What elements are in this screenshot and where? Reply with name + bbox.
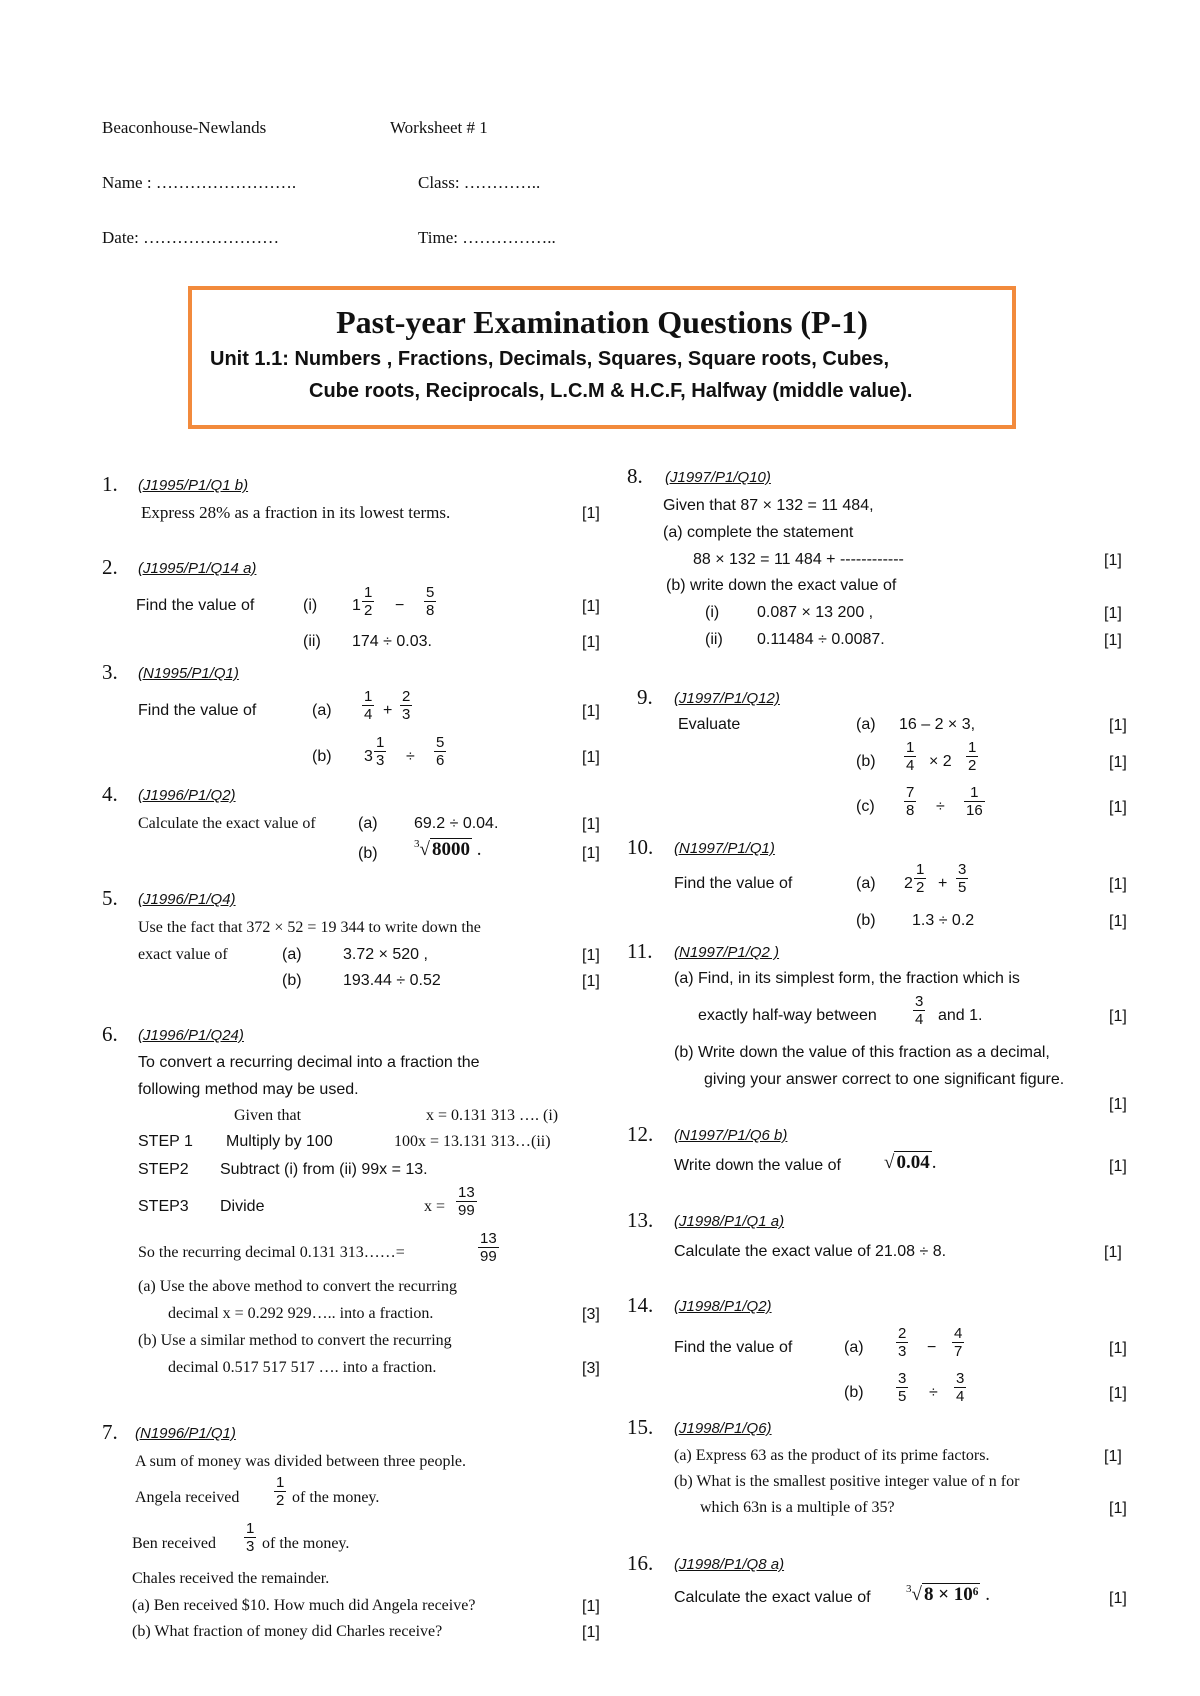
mark-allocation: [3]	[582, 1306, 600, 1323]
part-label: (b)	[856, 753, 876, 770]
mark-allocation: [1]	[582, 749, 600, 766]
question-reference: (J1996/P1/Q24)	[138, 1027, 244, 1044]
question-text: Given that 87 × 132 = 11 484,	[663, 497, 874, 514]
mark-allocation: [1]	[582, 703, 600, 720]
fraction: $\frac{13}{99}$	[480, 1230, 497, 1265]
mark-allocation: [1]	[1104, 632, 1122, 649]
operator: × 2	[929, 753, 952, 770]
question-lead: Find the value of	[674, 1339, 793, 1356]
question-number: 15.	[627, 1415, 654, 1439]
part-b-text: decimal 0.517 517 517 …. into a fraction.	[168, 1359, 437, 1376]
question-text: Angela received	[135, 1489, 240, 1506]
question-reference: (J1998/P1/Q8 a)	[674, 1556, 785, 1573]
part-a-text: decimal x = 0.292 929….. into a fraction.	[168, 1305, 434, 1322]
fraction: $\frac{1}{3}$	[376, 734, 385, 769]
mark-allocation: [1]	[1109, 1008, 1127, 1025]
operator: +	[938, 875, 948, 892]
worksheet-number: Worksheet # 1	[390, 118, 488, 137]
question-reference: (J1998/P1/Q6)	[674, 1420, 772, 1437]
operator: +	[383, 702, 393, 719]
fraction: $\frac{13}{99}$	[458, 1184, 475, 1219]
mark-allocation: [1]	[1109, 1096, 1127, 1113]
mark-allocation: [1]	[1104, 1448, 1122, 1465]
question-text: Use the fact that 372 × 52 = 19 344 to write down the	[138, 919, 481, 936]
question-reference: (J1995/P1/Q14 a)	[138, 560, 257, 577]
question-number: 4.	[102, 782, 118, 806]
step-text: Divide	[220, 1198, 265, 1215]
part-label: (a)	[358, 815, 378, 832]
unit-subtitle-line-2: Cube roots, Reciprocals, L.C.M & H.C.F, Halfway (middle value).	[309, 380, 913, 402]
fraction: $\frac{1}{4}$	[906, 739, 915, 774]
operator: ÷	[406, 748, 415, 765]
part-b-text: (b) Use a similar method to convert the recurring	[138, 1332, 452, 1349]
part-label: (b)	[312, 748, 332, 765]
question-text: 88 × 132 = 11 484 + ------------	[693, 551, 904, 568]
expression: 174 ÷ 0.03.	[352, 633, 432, 650]
part-label: (i)	[303, 597, 318, 614]
expression: 16 – 2 × 3,	[899, 716, 976, 733]
fraction: $\frac{1}{16}$	[966, 784, 983, 819]
fraction: $\frac{2}{3}$	[898, 1325, 907, 1360]
expression: 3.72 × 520 ,	[343, 946, 428, 963]
part-label: (c)	[856, 798, 875, 815]
question-lead: Calculate the exact value of	[138, 815, 316, 832]
question-reference: (J1997/P1/Q10)	[665, 469, 771, 486]
part-label: (ii)	[705, 631, 723, 648]
question-text: following method may be used.	[138, 1081, 359, 1098]
question-reference: (N1997/P1/Q6 b)	[674, 1127, 788, 1144]
question-text: Chales received the remainder.	[132, 1570, 330, 1587]
mixed-whole: 1	[352, 597, 361, 614]
part-label: (b)	[358, 845, 378, 862]
mark-allocation: [1]	[582, 505, 600, 522]
question-reference: (J1997/P1/Q12)	[674, 690, 780, 707]
question-number: 10.	[627, 835, 654, 859]
part-b-text: (b) Write down the value of this fraction as a decimal,	[674, 1044, 1050, 1061]
page-title: Past-year Examination Questions (P-1)	[336, 304, 868, 340]
part-b-text: giving your answer correct to one significant figure.	[704, 1071, 1065, 1088]
question-number: 8.	[627, 464, 643, 488]
fraction: $\frac{5}{6}$	[436, 734, 445, 769]
step-label: STEP3	[138, 1198, 189, 1215]
mark-allocation: [1]	[582, 845, 600, 862]
name-field[interactable]: Name : …………………….	[102, 173, 297, 192]
square-root-expression: √ 0.04 .	[884, 1152, 937, 1173]
mark-allocation: [1]	[582, 816, 600, 833]
part-label: (ii)	[303, 633, 321, 650]
question-text: To convert a recurring decimal into a fraction the	[138, 1054, 480, 1071]
question-number: 13.	[627, 1208, 654, 1232]
expression: 69.2 ÷ 0.04.	[414, 815, 499, 832]
question-text: of the money.	[292, 1489, 380, 1506]
part-label: (b)	[844, 1384, 864, 1401]
part-label: (b)	[282, 972, 302, 989]
question-text: Express 28% as a fraction in its lowest terms.	[141, 503, 451, 522]
question-reference: (N1997/P1/Q2 )	[674, 944, 780, 961]
time-field[interactable]: Time: ……………..	[418, 228, 556, 247]
mark-allocation: [1]	[1104, 552, 1122, 569]
question-text: Calculate the exact value of 21.08 ÷ 8.	[674, 1243, 947, 1260]
question-lead: Find the value of	[138, 702, 257, 719]
question-number: 5.	[102, 886, 118, 910]
mark-allocation: [1]	[1109, 799, 1127, 816]
fraction: $\frac{3}{5}$	[958, 861, 967, 896]
fraction: $\frac{1}{2}$	[276, 1474, 285, 1509]
operator: −	[395, 597, 405, 614]
mark-allocation: [1]	[1104, 605, 1122, 622]
part-label: (a)	[312, 702, 332, 719]
part-label: (b)	[856, 912, 876, 929]
cube-root-expression: $^3$√ 8000 .	[414, 838, 482, 860]
mark-allocation: [1]	[1109, 1590, 1127, 1607]
mark-allocation: [1]	[1109, 1500, 1127, 1517]
question-reference: (J1998/P1/Q2)	[674, 1298, 772, 1315]
question-reference: (J1998/P1/Q1 a)	[674, 1213, 785, 1230]
question-text: Ben received	[132, 1535, 216, 1552]
step-text: Subtract (i) from (ii) 99x = 13.	[220, 1161, 428, 1178]
operator: ÷	[936, 798, 945, 815]
fraction: $\frac{1}{3}$	[246, 1520, 255, 1555]
question-number: 3.	[102, 660, 118, 684]
part-label: (a)	[856, 716, 876, 733]
fraction: $\frac{2}{3}$	[402, 688, 411, 723]
mark-allocation: [3]	[582, 1360, 600, 1377]
mark-allocation: [1]	[1109, 913, 1127, 930]
fraction: $\frac{1}{2}$	[916, 861, 925, 896]
date-field[interactable]: Date: ……………………	[102, 228, 280, 247]
part-a-text: exactly half-way between	[698, 1007, 877, 1024]
mark-allocation: [1]	[1104, 1244, 1122, 1261]
part-label: (i)	[705, 604, 720, 621]
fraction: $\frac{1}{2}$	[364, 584, 373, 619]
mark-allocation: [1]	[582, 1624, 600, 1641]
part-b-text: which 63n is a multiple of 35?	[700, 1499, 895, 1516]
class-field[interactable]: Class: …………..	[418, 173, 541, 192]
question-text: exact value of	[138, 946, 228, 963]
step-equation: x =	[424, 1198, 446, 1215]
part-a-text: (a) Use the above method to convert the recurring	[138, 1278, 457, 1295]
operator: −	[927, 1339, 937, 1356]
fraction: $\frac{1}{2}$	[968, 739, 977, 774]
part-a-text: (a) Find, in its simplest form, the fraction which is	[674, 970, 1020, 987]
question-reference: (N1996/P1/Q1)	[135, 1425, 236, 1442]
part-b-text: (b) What is the smallest positive integer value of n for	[674, 1473, 1020, 1490]
question-lead: Find the value of	[136, 597, 255, 614]
fraction: $\frac{5}{8}$	[426, 584, 435, 619]
given-equation: x = 0.131 313 …. (i)	[426, 1107, 559, 1124]
mark-allocation: [1]	[1109, 717, 1127, 734]
question-number: 6.	[102, 1022, 118, 1046]
fraction: $\frac{4}{7}$	[954, 1325, 963, 1360]
mixed-whole: 2	[904, 875, 913, 892]
mark-allocation: [1]	[582, 947, 600, 964]
fraction: $\frac{3}{5}$	[898, 1370, 907, 1405]
mark-allocation: [1]	[1109, 876, 1127, 893]
step-equation: 100x = 13.131 313…(ii)	[394, 1133, 551, 1150]
question-lead: Evaluate	[678, 716, 741, 733]
part-b-text: (b) What fraction of money did Charles receive?	[132, 1623, 443, 1640]
part-a-text: and 1.	[938, 1007, 983, 1024]
question-lead: Find the value of	[674, 875, 793, 892]
mark-allocation: [1]	[1109, 1385, 1127, 1402]
fraction: $\frac{3}{4}$	[956, 1370, 965, 1405]
fraction: $\frac{7}{8}$	[906, 784, 915, 819]
school-name: Beaconhouse-Newlands	[102, 118, 267, 137]
expression: 1.3 ÷ 0.2	[912, 912, 975, 929]
question-reference: (J1995/P1/Q1 b)	[138, 477, 249, 494]
part-label: (a)	[844, 1339, 864, 1356]
part-label: (a)	[856, 875, 876, 892]
question-text: (b) write down the exact value of	[666, 577, 897, 594]
given-label: Given that	[234, 1107, 302, 1124]
question-text: A sum of money was divided between three people.	[135, 1453, 467, 1470]
question-reference: (N1995/P1/Q1)	[138, 665, 239, 682]
expression: 0.087 × 13 200 ,	[757, 604, 874, 621]
question-number: 12.	[627, 1122, 654, 1146]
question-number: 11.	[627, 939, 653, 963]
expression: 193.44 ÷ 0.52	[343, 972, 441, 989]
unit-subtitle-line-1: Unit 1.1: Numbers , Fractions, Decimals, Squares, Square roots, Cubes,	[210, 348, 890, 370]
step-label: STEP 1	[138, 1133, 193, 1150]
mark-allocation: [1]	[582, 598, 600, 615]
question-number: 2.	[102, 555, 118, 579]
part-a-text: (a) Express 63 as the product of its prime factors.	[674, 1447, 990, 1464]
question-text: of the money.	[262, 1535, 350, 1552]
question-number: 14.	[627, 1293, 654, 1317]
mixed-whole: 3	[364, 748, 373, 765]
mark-allocation: [1]	[582, 973, 600, 990]
question-number: 7.	[102, 1420, 118, 1444]
fraction: $\frac{1}{4}$	[364, 688, 373, 723]
question-reference: (J1996/P1/Q2)	[138, 787, 236, 804]
mark-allocation: [1]	[1109, 754, 1127, 771]
operator: ÷	[929, 1384, 938, 1401]
mark-allocation: [1]	[1109, 1158, 1127, 1175]
step-text: Multiply by 100	[226, 1133, 333, 1150]
cube-root-expression: $^3$√ 8 × 10⁶ .	[906, 1583, 990, 1605]
question-lead: Write down the value of	[674, 1157, 841, 1174]
fraction: $\frac{3}{4}$	[915, 993, 924, 1028]
mark-allocation: [1]	[582, 1598, 600, 1615]
title-box	[188, 286, 1016, 429]
question-number: 16.	[627, 1551, 654, 1575]
question-reference: (J1996/P1/Q4)	[138, 891, 236, 908]
conclusion-text: So the recurring decimal 0.131 313……=	[138, 1244, 405, 1261]
question-reference: (N1997/P1/Q1)	[674, 840, 775, 857]
mark-allocation: [1]	[1109, 1340, 1127, 1357]
question-lead: Calculate the exact value of	[674, 1589, 871, 1606]
expression: 0.11484 ÷ 0.0087.	[757, 631, 885, 648]
question-number: 1.	[102, 472, 118, 496]
question-text: (a) complete the statement	[663, 524, 854, 541]
part-label: (a)	[282, 946, 302, 963]
step-label: STEP2	[138, 1161, 189, 1178]
part-a-text: (a) Ben received $10. How much did Angela receive?	[132, 1597, 476, 1614]
mark-allocation: [1]	[582, 634, 600, 651]
question-number: 9.	[637, 685, 653, 709]
